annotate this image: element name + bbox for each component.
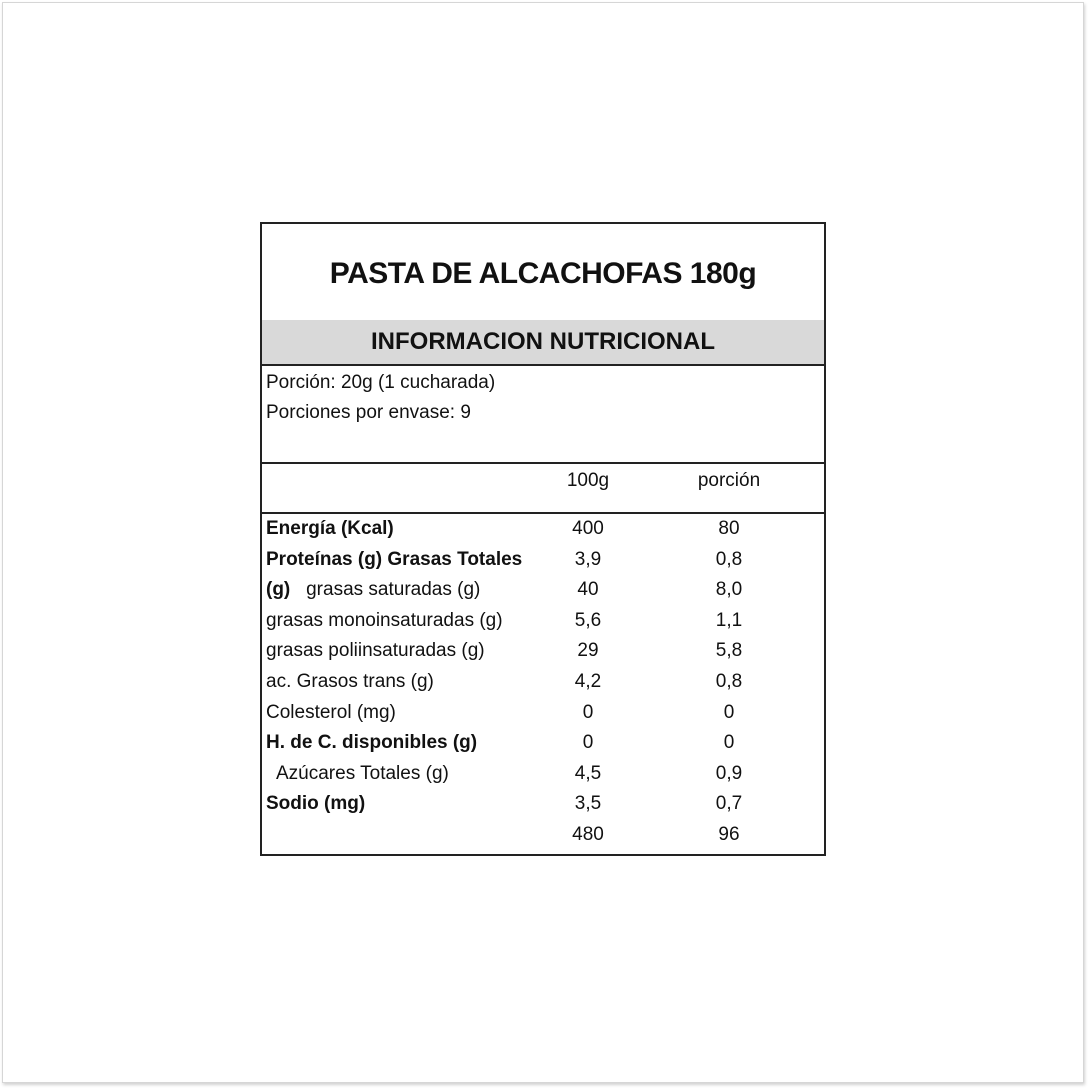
- nutrient-value-100g: 400: [572, 518, 604, 539]
- nutrient-row-sodium: [262, 789, 824, 820]
- nutrient-name: H. de C. disponibles (g): [266, 732, 478, 754]
- nutrient-value-serving: 0,9: [715, 762, 743, 784]
- column-headers: [262, 464, 824, 514]
- product-title: PASTA DE ALCACHOFAS 180g: [329, 257, 757, 290]
- title-box: [262, 224, 824, 322]
- nutrient-value-100g: 480: [572, 823, 604, 845]
- nutrient-name: Proteínas (g) Grasas Totales: [266, 548, 523, 570]
- nutrient-value-100g: 0: [582, 732, 594, 754]
- nutrient-value-100g: 5,6: [574, 609, 602, 631]
- nutrient-value-100g: 3,5: [574, 793, 602, 815]
- nutrient-name: grasas poliinsaturadas (g): [266, 640, 485, 662]
- nutrition-label: [260, 222, 826, 856]
- nutrient-name: Sodio (mg): [266, 793, 366, 815]
- nutrient-name: Colesterol (mg): [266, 701, 396, 723]
- nutrient-value-serving: 0,7: [715, 793, 743, 815]
- nutrient-row-polyunsaturated: [262, 636, 824, 667]
- serving-info: [262, 366, 824, 464]
- nutrient-value-serving: 0: [723, 701, 735, 723]
- nutrient-value-serving: 1,1: [715, 609, 743, 631]
- nutrient-name: Energía (Kcal): [266, 518, 394, 539]
- nutrient-value-serving: 8,0: [715, 579, 743, 601]
- nutrient-name: grasas monoinsaturadas (g): [266, 609, 503, 631]
- nutrient-row-protein-fat: [262, 545, 824, 576]
- column-header-serving: porción: [697, 470, 761, 491]
- column-header-100g: 100g: [566, 470, 610, 491]
- nutrient-value-100g: 40: [577, 579, 599, 601]
- nutrient-value-100g: 3,9: [574, 548, 602, 570]
- nutrient-value-serving: 80: [718, 518, 740, 539]
- nutrient-row-trans: [262, 667, 824, 698]
- nutrient-name: ac. Grasos trans (g): [266, 670, 434, 692]
- nutrient-name-group: [266, 575, 480, 605]
- nutrient-value-serving: 96: [718, 823, 740, 845]
- nutrient-row-carbs: [262, 728, 824, 759]
- nutrient-row-energy: [262, 514, 824, 545]
- nutrient-row-cholesterol: [262, 698, 824, 729]
- nutrient-value-100g: 4,2: [574, 670, 602, 692]
- nutrient-value-serving: 0,8: [715, 670, 743, 692]
- subtitle-box: [262, 320, 824, 366]
- nutrient-value-100g: 4,5: [574, 762, 602, 784]
- nutrient-row-extra: [262, 820, 824, 851]
- nutrient-rows: [262, 514, 824, 851]
- serving-size: Porción: 20g (1 cucharada): [266, 372, 496, 393]
- nutrient-value-100g: 0: [582, 701, 594, 723]
- servings-per-container: Porciones por envase: 9: [266, 402, 471, 423]
- nutrient-value-serving: 0,8: [715, 548, 743, 570]
- nutrient-name: grasas saturadas (g): [306, 579, 481, 601]
- nutrient-value-100g: 29: [577, 640, 599, 662]
- nutrient-value-serving: 5,8: [715, 640, 743, 662]
- unit-continuation: (g): [266, 579, 291, 601]
- nutrition-info-heading: INFORMACION NUTRICIONAL: [371, 328, 715, 355]
- nutrient-value-serving: 0: [723, 732, 735, 754]
- nutrient-row-monounsaturated: [262, 606, 824, 637]
- nutrient-row-saturated: [262, 575, 824, 606]
- nutrient-row-sugars: [262, 759, 824, 790]
- nutrient-name: Azúcares Totales (g): [276, 762, 449, 784]
